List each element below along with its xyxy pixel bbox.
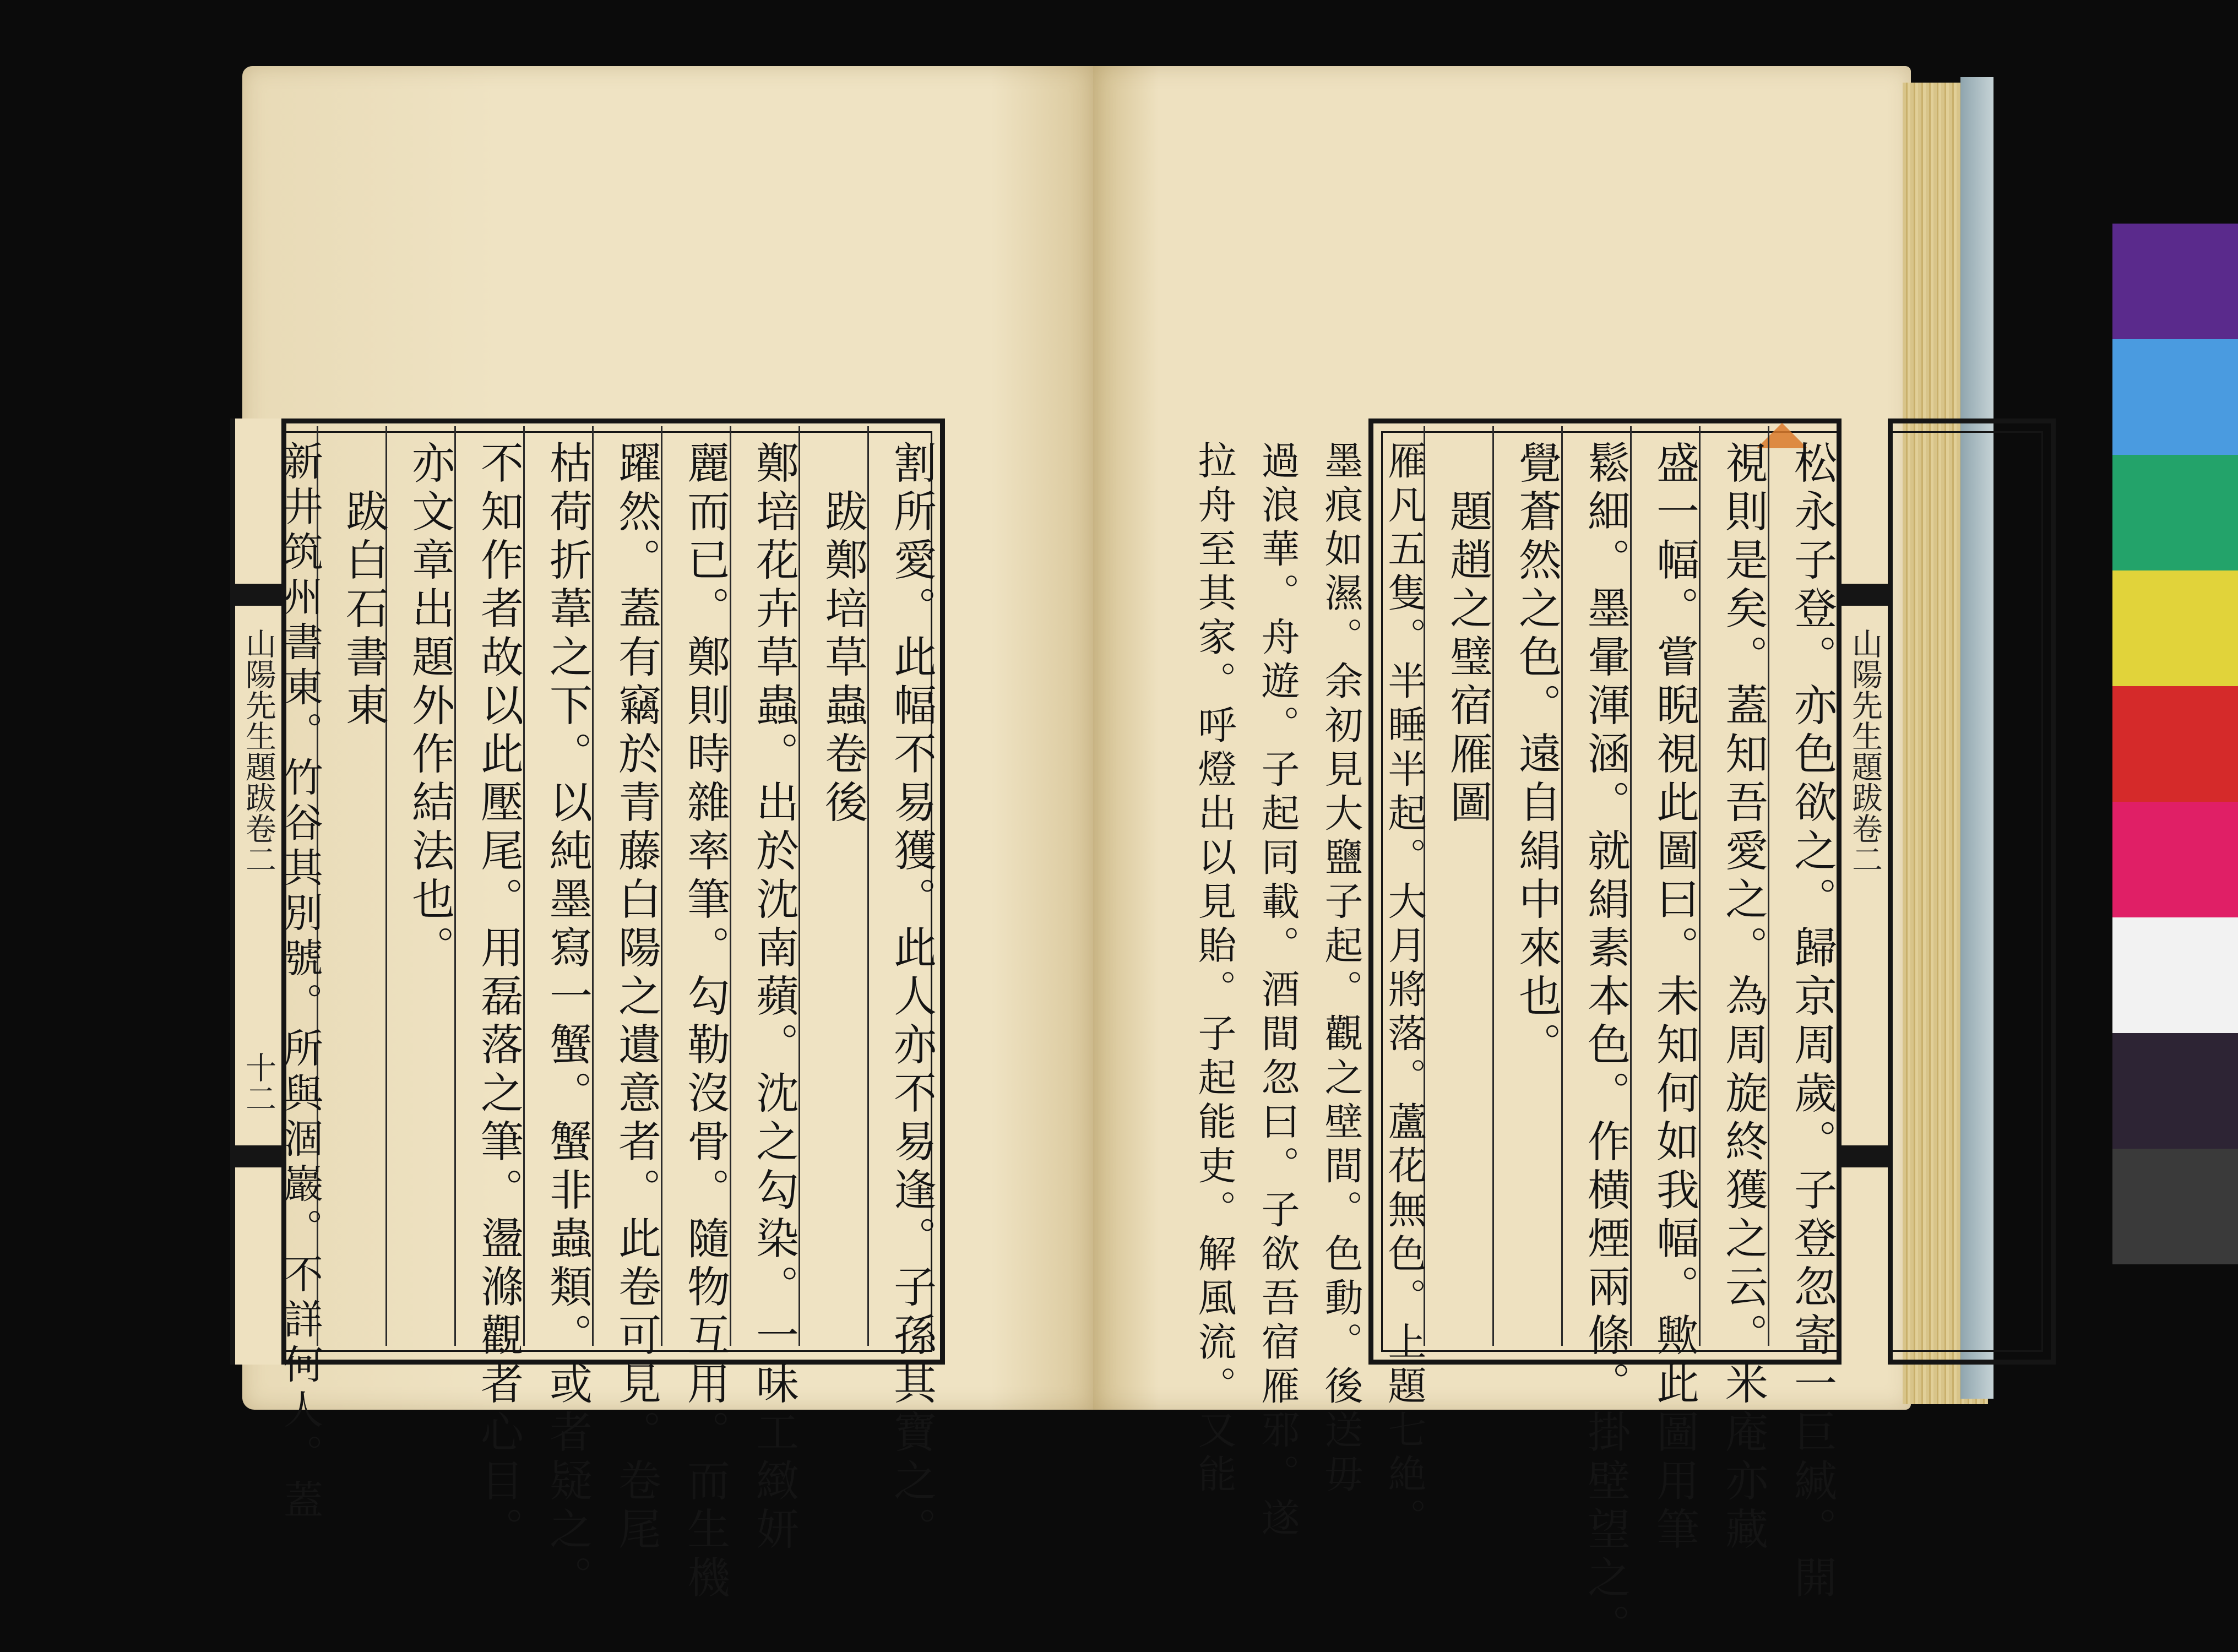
color-swatch: [2112, 802, 2238, 917]
left-text-column: 躍然。蓋有竊於青藤白陽之遺意者。此卷可見。卷尾: [611, 441, 661, 1555]
right-text-column: 雁凡五隻。半睡半起。大月將落。蘆花無色。上題七絶。: [1382, 441, 1427, 1542]
open-book: [241, 66, 1988, 1652]
color-swatch: [2112, 917, 2238, 1033]
right-text-column: 鬆細。墨暈渾涵。就絹素本色。作横煙兩條。掛壁望之。: [1580, 441, 1630, 1652]
color-swatch: [2112, 570, 2238, 686]
color-swatch: [2112, 1149, 2238, 1264]
right-text-column: 盛一幅。嘗睨視此圖曰。未知何如我幅。歟此圖用筆: [1649, 441, 1699, 1555]
right-text-column: 墨痕如濕。余初見大鹽子起。觀之壁間。色動。後送毋: [1318, 441, 1364, 1498]
right-text-column: 拉舟至其家。呼燈出以見貽。子起能吏。解風流。又能: [1192, 441, 1237, 1498]
color-swatch: [2112, 686, 2238, 802]
left-text-column: 不知作者故以此壓尾。用磊落之筆。盪滌觀者心目。: [474, 441, 523, 1555]
color-swatch: [2112, 455, 2238, 570]
right-margin-title: 山陽先生題跋卷二: [1847, 628, 1883, 874]
right-text-column: 視則是矣。蓋知吾愛之。為周旋終獲之云。米庵亦藏: [1718, 441, 1768, 1555]
right-text-column: 過浪華。舟遊。子起同載。酒間忽曰。子欲吾宿雁邪。遂: [1255, 441, 1300, 1542]
left-text-column: 新井筑州書東。竹谷其別號。所與涸巖。不詳何人。蓋: [277, 441, 323, 1524]
color-swatch: [2112, 1033, 2238, 1149]
color-swatch: [2112, 224, 2238, 339]
left-section-title: 跋鄭培草蟲卷後: [818, 441, 867, 828]
left-section-title: 跋白石書東: [339, 441, 388, 731]
color-swatch: [2112, 339, 2238, 455]
right-section-title: 題趙之璧宿雁圖: [1443, 441, 1492, 828]
left-text-column: 麗而已。鄭則時雜率筆。勾勒沒骨。隨物互用。而生機: [680, 441, 730, 1604]
right-text-column: 覺蒼然之色。遠自絹中來也。: [1512, 441, 1561, 1070]
left-text-column: 割所愛。此幅不易獲。此人亦不易逢。子孫其寶之。: [887, 441, 936, 1555]
color-calibration-card: [2112, 224, 2238, 1270]
left-text-column: 枯荷折葦之下。以純墨寫一蟹。蟹非蟲類。或者疑之。: [542, 441, 592, 1604]
left-margin-title: 山陽先生題跋卷二: [241, 628, 276, 874]
left-margin-folio: 十二: [241, 1052, 276, 1113]
right-text-column: 松永子登。亦色欲之。歸京周歲。子登忽寄一巨緘。開: [1787, 441, 1837, 1604]
left-text-column: 亦文章出題外作結法也。: [405, 441, 454, 974]
left-text-column: 鄭培花卉草蟲。出於沈南蘋。沈之勾染。一味工緻妍: [749, 441, 798, 1555]
